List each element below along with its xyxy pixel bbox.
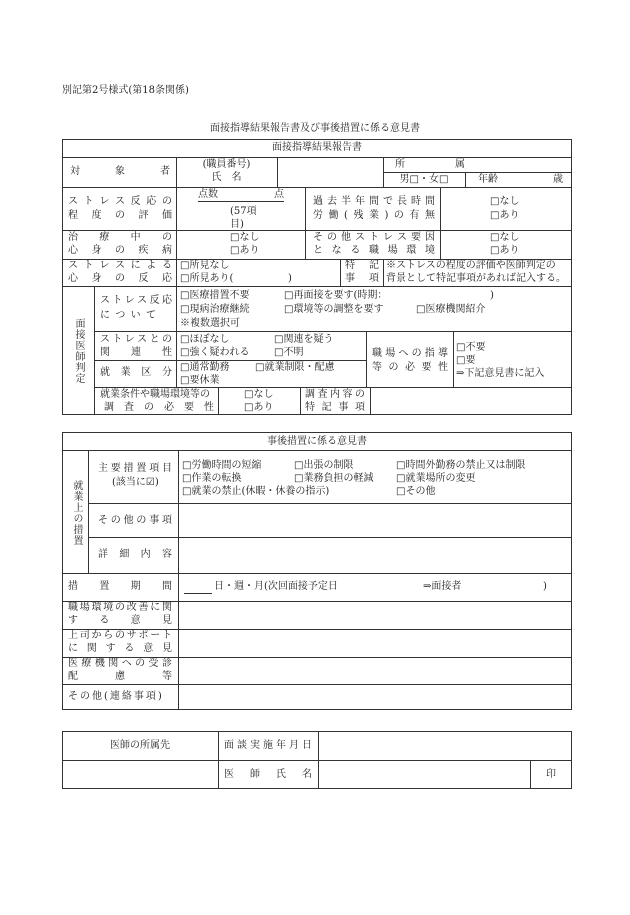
multi-select-note: ※複数選択可 <box>180 318 240 329</box>
special-note-1: ※ストレスの程度の評価や医師判定の <box>386 260 556 271</box>
period-interviewer: ⇒面接者 <box>423 581 462 592</box>
m-other-checkbox[interactable]: □その他 <box>396 486 436 497</box>
survey-need-label-1: 就業条件や職場環境等の <box>100 389 210 400</box>
support-label-1: 上 司 か ら の サ ポ ー ト <box>68 630 172 641</box>
stress-resp-about-label-2: に つ い て <box>100 310 156 321</box>
stress-resp-about-label-1: ス ト レ ス 反 応 <box>100 295 172 306</box>
wc-normal-checkbox[interactable]: □通常勤務 <box>180 362 230 373</box>
staff-number-label: (職員番号) <box>202 159 251 170</box>
subject-label: 対 象 者 <box>70 166 170 177</box>
overtime-none-checkbox[interactable]: □なし <box>490 196 520 207</box>
treatment-yes-checkbox[interactable]: □あり <box>230 245 260 256</box>
finding-yes-close: ) <box>288 273 292 284</box>
overtime-label-2: 労 働 ( 残 業 ) の 有 無 <box>313 210 435 221</box>
m-workload-checkbox[interactable]: □業務負担の軽減 <box>294 473 374 484</box>
rel-suspect-checkbox[interactable]: □関連を疑う <box>274 334 334 345</box>
employment-measures-label: 就業上の措置 <box>71 480 82 546</box>
m-job-change-checkbox[interactable]: □作業の転換 <box>182 473 242 484</box>
other-stress-none-checkbox[interactable]: □なし <box>490 232 520 243</box>
doc-title: 面接指導結果報告書及び事後措置に係る意見書 <box>210 123 420 134</box>
survey-note-label-1: 調 査 内 容 の <box>305 389 365 400</box>
stress-response-label-2: 心 身 の 反 応 <box>68 273 172 284</box>
treatment-label-1: 治 療 中 の <box>68 232 172 243</box>
other-stress-label-2: と な る 職 場 環 境 <box>313 245 435 256</box>
opinion-header: 事後措置に係る意見書 <box>267 436 367 447</box>
overtime-label-1: 過 去 半 年 間 で 長 時 間 <box>313 196 435 207</box>
finding-none-checkbox[interactable]: □所見なし <box>180 260 230 271</box>
medical-label-1: 医 療 機 関 へ の 受 診 <box>68 658 172 669</box>
score-items-cont: 目) <box>230 219 244 230</box>
other-stress-yes-checkbox[interactable]: □あり <box>490 245 520 256</box>
guidance-label-2: 等 の 必 要 性 <box>372 362 448 373</box>
env-improve-label-1: 職 場 環 境 の 改 善 に 関 <box>68 602 172 613</box>
reinterview-close: ) <box>490 290 494 301</box>
relation-label-1: ス ト レ ス と の <box>100 334 172 345</box>
affiliation-label: 医師の所属先 <box>110 740 170 751</box>
env-improve-label-2: す る 意 見 <box>68 615 172 626</box>
main-items-note: (該当に☑) <box>112 477 159 488</box>
survey-note-label-2: 特 記 事 項 <box>305 402 365 413</box>
survey-need-label-2: 調 査 の 必 要 性 <box>104 402 214 413</box>
stress-response-label-1: ス ト レ ス に よ る <box>68 260 172 271</box>
other-items-label: そ の 他 の 事 項 <box>98 515 172 526</box>
rel-unknown-checkbox[interactable]: □不明 <box>274 347 304 358</box>
other-contact-label: その他(連絡事項) <box>68 691 164 702</box>
relation-label-2: 関 連 性 <box>100 347 172 358</box>
main-items-label: 主 要 措 置 項 目 <box>98 463 172 474</box>
overtime-yes-checkbox[interactable]: □あり <box>490 210 520 221</box>
m-location-checkbox[interactable]: □就業場所の変更 <box>396 473 476 484</box>
age-label: 年齢 歳 <box>478 174 563 185</box>
m-overtime-ban-checkbox[interactable]: □時間外勤務の禁止又は制限 <box>396 460 526 471</box>
survey-none-checkbox[interactable]: □なし <box>244 389 274 400</box>
env-adjust-checkbox[interactable]: □環境等の調整を要す <box>284 304 384 315</box>
guidance-opinion-note: ⇒下記意見書に記入 <box>456 368 545 379</box>
special-label-2: 事 項 <box>345 273 379 284</box>
stress-eval-label-1: ス ト レ ス 反 応 の <box>68 196 172 207</box>
period-label: 措 置 期 間 <box>68 581 172 592</box>
finding-yes-checkbox[interactable]: □所見あり( <box>180 273 234 284</box>
interview-date-label: 面 談 実 施 年 月 日 <box>224 740 312 751</box>
m-trip-limit-checkbox[interactable]: □出張の制限 <box>294 460 354 471</box>
treatment-none-checkbox[interactable]: □なし <box>230 232 260 243</box>
medical-label-2: 配 慮 等 <box>68 671 172 682</box>
wc-leave-checkbox[interactable]: □要休業 <box>180 375 220 386</box>
stress-eval-label-2: 程 度 の 評 価 <box>68 210 172 221</box>
special-label-1: 特 記 <box>345 260 379 271</box>
report-header: 面接指導結果報告書 <box>272 142 362 153</box>
m-short-hours-checkbox[interactable]: □労働時間の短縮 <box>182 460 262 471</box>
dept-label: 所 属 <box>395 159 465 170</box>
period-text: 日・週・月(次回面接予定日 <box>214 581 338 592</box>
detail-label: 詳 細 内 容 <box>98 549 172 560</box>
guidance-label-1: 職 場 へ の 指 導 <box>372 348 448 359</box>
guidance-need-checkbox[interactable]: □要 <box>456 355 476 366</box>
continue-treatment-checkbox[interactable]: □現病治療継続 <box>180 304 250 315</box>
work-class-label: 就 業 区 分 <box>100 367 172 378</box>
other-stress-label-1: そ の 他 ス ト レ ス 要 因 <box>313 232 435 243</box>
support-label-2: に 関 す る 意 見 <box>68 643 172 654</box>
sex-select[interactable]: 男□・女□ <box>399 174 449 185</box>
survey-yes-checkbox[interactable]: □あり <box>244 402 274 413</box>
doctor-name-label: 医 師 氏 名 <box>224 769 312 780</box>
seal-label: 印 <box>546 769 556 780</box>
special-note-2: 背景として特記事項があれば記入する。 <box>386 273 566 284</box>
score-items: (57項 <box>230 206 257 217</box>
score-label: 点数 点 <box>198 189 284 200</box>
guidance-none-checkbox[interactable]: □不要 <box>456 342 486 353</box>
period-close: ) <box>543 581 547 592</box>
reinterview-checkbox[interactable]: □再面接を要す(時期： <box>284 290 388 301</box>
name-label: 氏 名 <box>211 172 242 183</box>
wc-restrict-checkbox[interactable]: □就業制限・配慮 <box>255 362 335 373</box>
referral-checkbox[interactable]: □医療機関紹介 <box>416 304 486 315</box>
m-work-ban-checkbox[interactable]: □就業の禁止(休暇・休養の指示) <box>182 486 330 497</box>
rel-almost-none-checkbox[interactable]: □ほぼなし <box>180 334 230 345</box>
form-id: 別記第2号様式(第18条関係) <box>62 85 189 96</box>
rel-strong-checkbox[interactable]: □強く疑われる <box>180 347 250 358</box>
treatment-label-2: 心 身 の 疾 病 <box>68 245 172 256</box>
doctor-judgement-label: 面接医師判定 <box>73 318 84 384</box>
no-medical-checkbox[interactable]: □医療措置不要 <box>180 290 250 301</box>
